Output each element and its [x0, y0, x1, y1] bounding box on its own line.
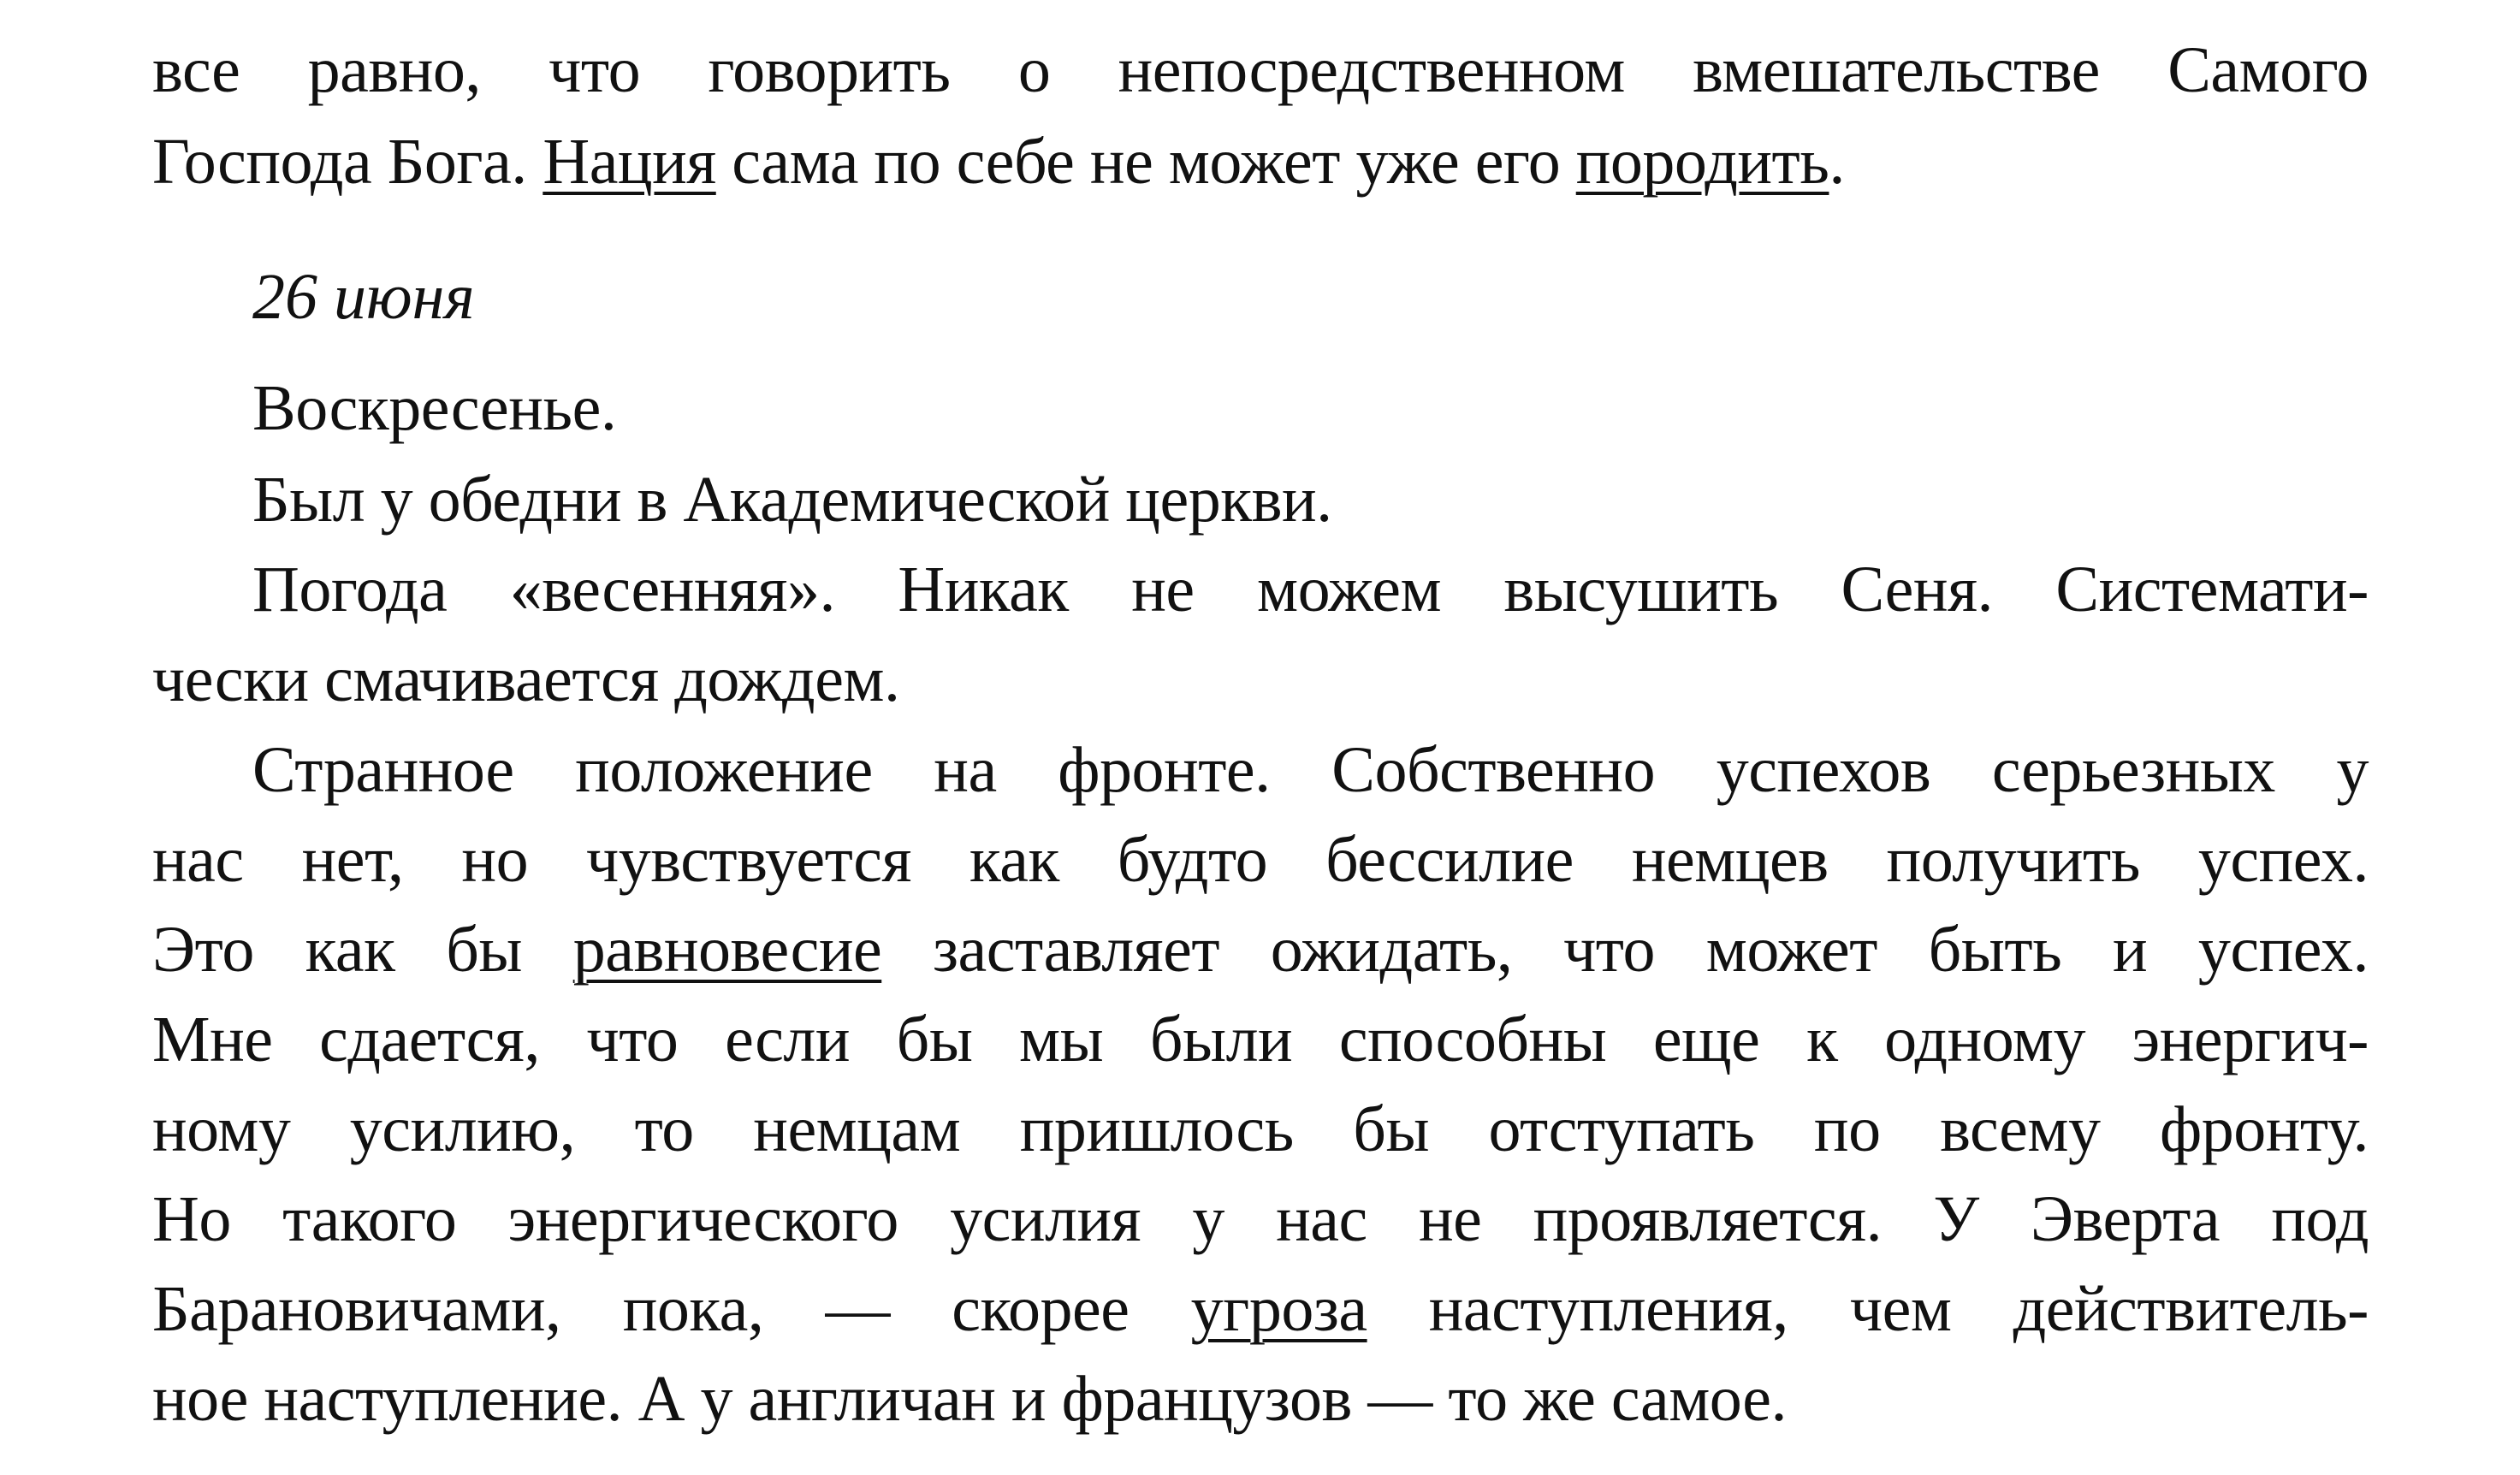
text-line-5: [252, 455, 2369, 545]
text-segment: Это как бы: [152, 914, 573, 986]
text-line-6: [252, 545, 2369, 635]
text-segment: Погода «весенняя». Никак не можем высушить Сеня. Системати-: [252, 554, 2369, 625]
text-line-4: [252, 364, 2369, 453]
text-segment: .: [1829, 126, 1845, 198]
text-line-15: [152, 1354, 2369, 1444]
text-line-2: [152, 117, 2369, 207]
text-line-13: [152, 1175, 2369, 1265]
text-segment: ному усилию, то немцам пришлось бы отступать по всему фронту.: [152, 1093, 2369, 1165]
text-line-12: [152, 1085, 2369, 1175]
underlined-word-ravnovesie: равновесие: [572, 914, 882, 986]
text-line-1: [152, 26, 2369, 116]
text-line-7: [152, 635, 2369, 725]
text-segment: Странное положение на фронте. Собственно успехов серьезных у: [252, 734, 2369, 806]
underlined-word-ugroza: угроза: [1190, 1273, 1367, 1345]
text-line-9: [152, 815, 2369, 905]
text-segment: чески смачивается дождем.: [152, 643, 900, 715]
text-segment: Мне сдается, что если бы мы были способны еще к одному энергич-: [152, 1004, 2369, 1075]
text-line-10: [152, 905, 2369, 995]
text-segment: ное наступление. А у англичан и французов — то же самое.: [152, 1363, 1787, 1435]
text-segment: сама по себе не может уже его: [715, 126, 1576, 198]
text-segment: Господа Бога.: [152, 126, 543, 198]
text-segment: Был у обедни в Академической церкви.: [252, 464, 1332, 536]
text-segment: заставляет ожидать, что может быть и успех.: [881, 914, 2369, 986]
entry-date: 26 июня: [252, 261, 475, 333]
text-segment: Воскресенье.: [252, 372, 617, 444]
text-segment: нас нет, но чувствуется как будто бессилие немцев получить успех.: [152, 824, 2369, 896]
underlined-word-porodit: породить: [1575, 126, 1829, 198]
underlined-word-natsiya: Нация: [543, 126, 716, 198]
text-segment: Барановичами, пока, — скорее: [152, 1273, 1191, 1345]
text-line-11: [152, 995, 2369, 1085]
text-segment: наступления, чем действитель-: [1367, 1273, 2369, 1345]
text-segment: Но такого энергического усилия у нас не проявляется. У Эверта под: [152, 1183, 2369, 1255]
text-segment: все равно, что говорить о непосредственном вмешательстве Самого: [152, 34, 2369, 106]
text-line-14: [152, 1265, 2369, 1354]
text-line-8: [252, 726, 2369, 815]
